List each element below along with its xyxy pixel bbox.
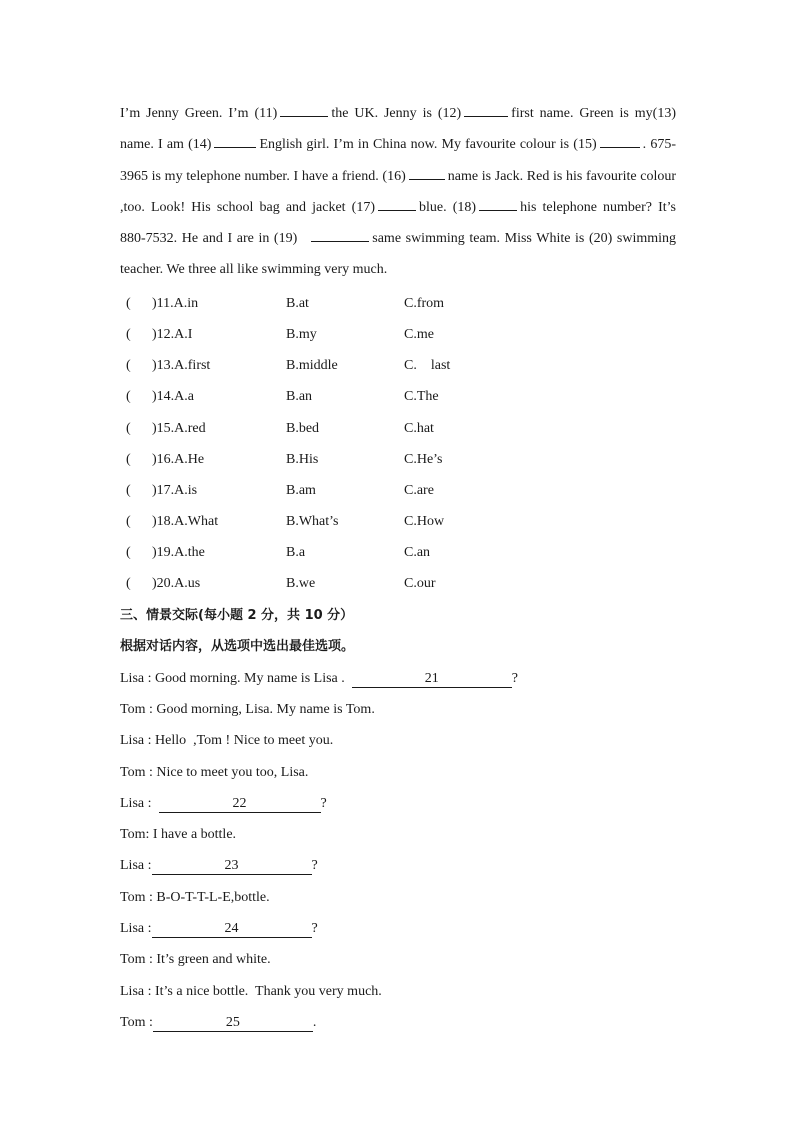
answer-paren[interactable]: ( <box>126 358 131 374</box>
dialogue-punct: ? <box>311 921 318 937</box>
passage-text: . 675-3965 is my telephone number. I have a friend. (16) <box>120 137 676 184</box>
option-b: B.bed <box>286 420 320 436</box>
option-a: )12.A.I <box>152 326 193 342</box>
dialogue-line <box>120 913 676 944</box>
dialogue-blank-22[interactable]: 22 <box>159 795 321 813</box>
answer-paren[interactable]: ( <box>126 545 131 561</box>
worksheet-page <box>120 98 676 1038</box>
option-row-17[interactable] <box>120 475 676 506</box>
dialogue-text: Lisa : Good morning. My name is Lisa . <box>120 670 352 686</box>
answer-blank-14[interactable] <box>214 133 256 148</box>
option-row-14[interactable] <box>120 381 676 412</box>
dialogue-line <box>120 850 676 881</box>
option-row-15[interactable] <box>120 413 676 444</box>
dialogue-line <box>120 725 676 756</box>
dialogue-punct: ? <box>511 670 518 686</box>
answer-blank-15[interactable] <box>600 133 640 148</box>
option-b: B.my <box>286 326 317 342</box>
dialogue <box>120 663 676 1039</box>
dialogue-line <box>120 757 676 788</box>
dialogue-line <box>120 1007 676 1038</box>
option-c: C.from <box>404 295 445 311</box>
dialogue-text: Lisa : <box>120 795 159 811</box>
dialogue-line <box>120 882 676 913</box>
dialogue-text: Tom : Good morning, Lisa. My name is Tom. <box>120 701 375 717</box>
option-b: B.What’s <box>286 514 339 530</box>
option-a: )17.A.is <box>152 482 198 498</box>
option-b: B.at <box>286 295 309 311</box>
multiple-choice-options <box>120 288 676 600</box>
option-c: C.He’s <box>404 451 443 467</box>
option-a: )13.A.first <box>152 358 211 374</box>
dialogue-text: Tom : <box>120 1014 153 1030</box>
answer-blank-18[interactable] <box>479 196 517 211</box>
dialogue-line <box>120 663 676 694</box>
passage-text: the UK. Jenny is (12) <box>331 106 462 121</box>
option-a: )18.A.What <box>152 514 219 530</box>
dialogue-line <box>120 694 676 725</box>
section-title: 三、情景交际(每小题 2 分，共 10 分） <box>120 607 354 623</box>
answer-paren[interactable]: ( <box>126 420 131 436</box>
answer-paren[interactable]: ( <box>126 482 131 498</box>
option-b: B.am <box>286 482 316 498</box>
option-b: B.His <box>286 451 319 467</box>
dialogue-blank-25[interactable]: 25 <box>153 1014 313 1032</box>
passage-text: his telephone number? It’s 880-7532. He and I are in (19) <box>120 199 677 247</box>
section-instruction: 根据对话内容，从选项中选出最佳选项。 <box>120 639 355 655</box>
option-b: B.middle <box>286 358 338 374</box>
option-a: )11.A.in <box>152 295 199 311</box>
option-c: C.How <box>404 514 445 530</box>
option-b: B.we <box>286 576 316 592</box>
dialogue-text: Lisa : <box>120 858 152 874</box>
answer-blank-19[interactable] <box>311 227 369 242</box>
answer-paren[interactable]: ( <box>126 451 131 467</box>
option-c: C.hat <box>404 420 434 436</box>
option-c: C.me <box>404 326 434 342</box>
dialogue-text: Tom : B-O-T-T-L-E,bottle. <box>120 889 270 905</box>
dialogue-punct: . <box>312 1014 317 1030</box>
option-row-12[interactable] <box>120 319 676 350</box>
option-a: )19.A.the <box>152 545 205 561</box>
dialogue-blank-24[interactable]: 24 <box>152 920 312 938</box>
dialogue-text: Tom : Nice to meet you too, Lisa. <box>120 764 309 780</box>
option-a: )20.A.us <box>152 576 201 592</box>
dialogue-line <box>120 944 676 975</box>
answer-blank-12[interactable] <box>464 102 508 117</box>
passage-text: blue. (18) <box>419 199 477 215</box>
dialogue-blank-23[interactable]: 23 <box>152 857 312 875</box>
option-a: )14.A.a <box>152 389 194 405</box>
answer-paren[interactable]: ( <box>126 389 131 405</box>
option-c: C.are <box>404 482 434 498</box>
passage-text: English girl. I’m in China now. My favourite colour is (15) <box>259 137 597 153</box>
option-b: B.a <box>286 545 306 561</box>
passage-text: name is Jack. Red is his favourite colour ,too. Look! His school bag and jacket (17) <box>120 168 677 215</box>
cloze-passage <box>120 98 676 286</box>
dialogue-text: Lisa : <box>120 921 152 937</box>
answer-paren[interactable]: ( <box>126 576 131 592</box>
dialogue-line <box>120 788 676 819</box>
dialogue-text: Lisa : Hello ,Tom ! Nice to meet you. <box>120 733 334 749</box>
option-a: )16.A.He <box>152 451 205 467</box>
passage-text: I’m Jenny Green. I’m (11) <box>120 106 278 121</box>
option-row-13[interactable] <box>120 350 676 381</box>
answer-paren[interactable]: ( <box>126 514 131 530</box>
answer-blank-16[interactable] <box>409 165 445 180</box>
passage-text: same swimming team. Miss White is (20) swimming teacher. We three all like swimming very much. <box>120 231 677 278</box>
option-row-16[interactable] <box>120 444 676 475</box>
option-b: B.an <box>286 389 313 405</box>
answer-paren[interactable]: ( <box>126 326 131 342</box>
option-row-18[interactable] <box>120 506 676 537</box>
option-row-11[interactable] <box>120 288 676 319</box>
option-c: C.our <box>404 576 436 592</box>
dialogue-blank-21[interactable]: 21 <box>352 670 512 688</box>
option-c: C.an <box>404 545 431 561</box>
dialogue-text: Tom : It’s green and white. <box>120 952 271 968</box>
dialogue-text: Lisa : It’s a nice bottle. Thank you very much. <box>120 983 382 999</box>
dialogue-line <box>120 819 676 850</box>
answer-blank-11[interactable] <box>280 102 328 117</box>
dialogue-punct: ? <box>311 858 318 874</box>
dialogue-punct: ? <box>320 795 327 811</box>
option-a: )15.A.red <box>152 420 206 436</box>
dialogue-text: Tom: I have a bottle. <box>120 827 237 843</box>
option-c: C. last <box>404 358 451 374</box>
option-row-19[interactable] <box>120 537 676 568</box>
option-c: C.The <box>404 389 439 405</box>
passage-text: first name. Green is my(13) name. I am (14) <box>120 106 676 153</box>
answer-blank-17[interactable] <box>378 196 416 211</box>
option-row-20[interactable] <box>120 568 676 599</box>
answer-paren[interactable]: ( <box>126 295 131 311</box>
dialogue-line <box>120 976 676 1007</box>
